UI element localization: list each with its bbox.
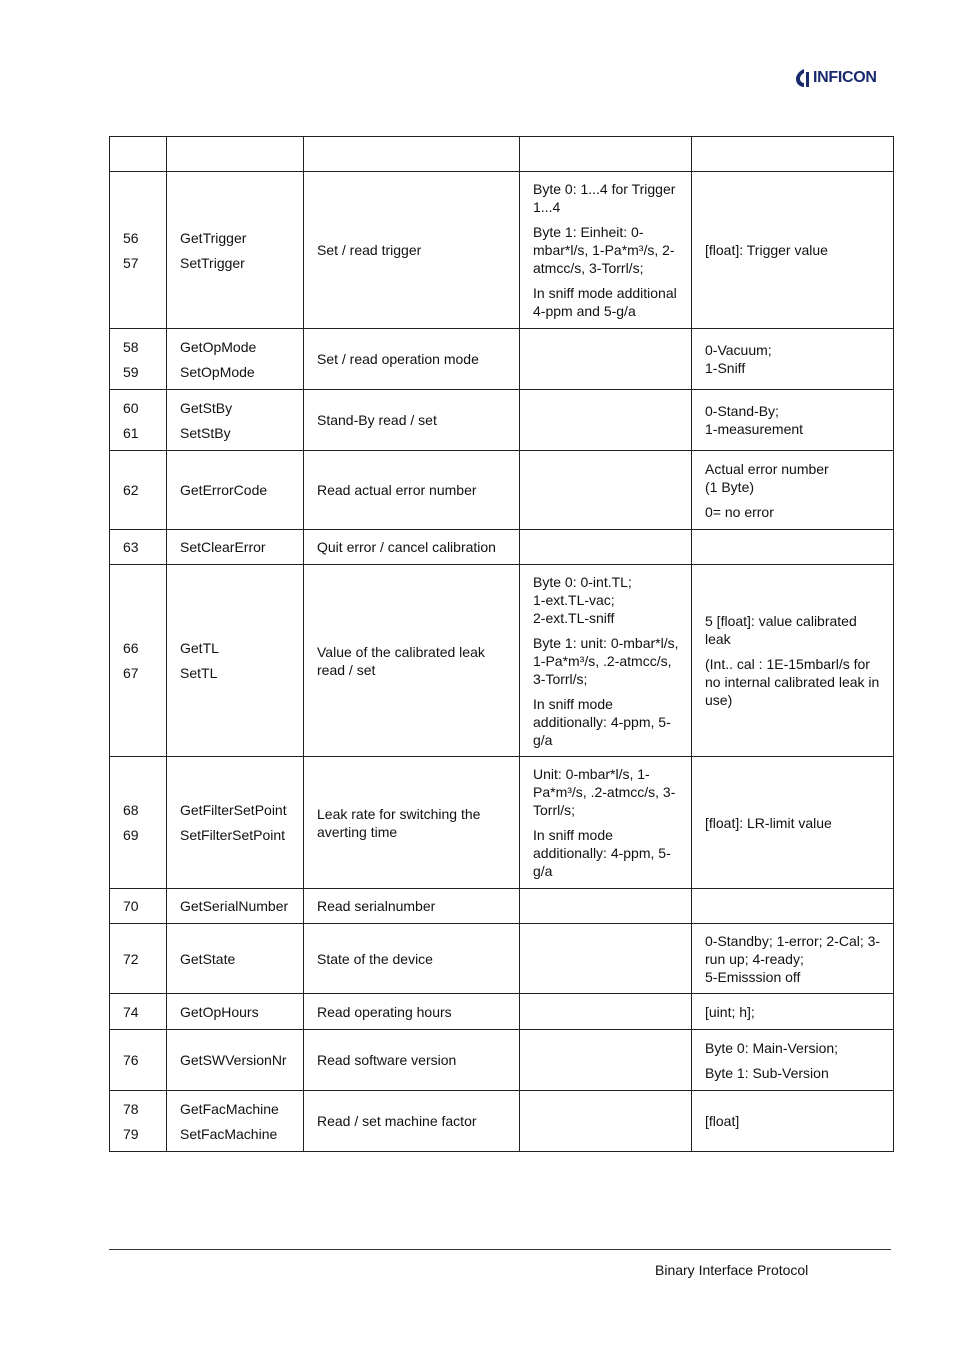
command-answer [692, 530, 894, 565]
command-parameter [520, 390, 692, 451]
table-row [110, 757, 894, 889]
logo-text: INFICON [813, 69, 877, 86]
command-answer-text: 0-Stand-By; 1-measurement [705, 403, 804, 437]
table-row [110, 1030, 894, 1091]
command-answer [692, 1030, 894, 1091]
command-table [109, 136, 894, 1152]
command-description-text: Stand-By read / set [317, 412, 437, 428]
command-number [110, 1030, 167, 1091]
command-name-text: GetStBy [180, 399, 233, 416]
command-description [304, 451, 520, 530]
command-number-text: 56 [123, 229, 139, 246]
command-number-text: 61 [123, 424, 139, 441]
command-answer [692, 329, 894, 390]
command-number-text: 62 [123, 482, 139, 498]
command-answer-text: 0= no error [705, 503, 774, 520]
command-name [167, 889, 304, 924]
table-row [110, 390, 894, 451]
command-answer [692, 757, 894, 889]
inficon-logo [795, 68, 877, 88]
command-number-text: 63 [123, 539, 139, 555]
table-row [110, 565, 894, 757]
command-parameter-text: Byte 0: 1...4 for Trigger 1...4 [533, 181, 676, 215]
command-description-text: Read software version [317, 1052, 457, 1068]
command-answer [692, 1091, 894, 1152]
command-number [110, 137, 167, 172]
inficon-logo-icon [795, 68, 811, 88]
command-description [304, 172, 520, 329]
command-description-text: Read actual error number [317, 482, 477, 498]
command-name [167, 1091, 304, 1152]
command-name-text: SetOpMode [180, 363, 255, 380]
command-name [167, 172, 304, 329]
table-row [110, 451, 894, 530]
command-number-text: 76 [123, 1052, 139, 1068]
table-row [110, 530, 894, 565]
command-answer-text: Byte 1: Sub-Version [705, 1064, 829, 1081]
command-answer [692, 994, 894, 1030]
command-parameter [520, 924, 692, 994]
command-parameter [520, 889, 692, 924]
command-description [304, 757, 520, 889]
command-answer-text: (Int.. cal : 1E-15mbarl/s for no internal calibrated leak in use) [705, 656, 880, 708]
command-description-text: Read / set machine factor [317, 1113, 477, 1129]
command-name-text: GetSerialNumber [180, 898, 289, 914]
command-name-text: SetTrigger [180, 254, 245, 271]
command-parameter-text: Unit: 0-mbar*l/s, 1-Pa*m³/s, .2-atmcc/s, 3-Torrl/s; [533, 766, 676, 818]
command-parameter [520, 329, 692, 390]
command-description [304, 530, 520, 565]
command-description [304, 137, 520, 172]
command-description-text: Read operating hours [317, 1003, 452, 1020]
command-number-text: 60 [123, 399, 139, 416]
command-description-text: Leak rate for switching the averting time [317, 805, 481, 840]
command-description-text: Read serialnumber [317, 898, 436, 914]
command-description-text: Set / read operation mode [317, 351, 479, 367]
command-number-text: 70 [123, 898, 139, 914]
command-answer-text: 5 [float]: value calibrated leak [705, 613, 857, 647]
command-number [110, 994, 167, 1030]
command-name [167, 329, 304, 390]
command-description [304, 1091, 520, 1152]
command-name [167, 994, 304, 1030]
table-row [110, 172, 894, 329]
command-number [110, 924, 167, 994]
command-parameter [520, 530, 692, 565]
command-answer-text: [float]: Trigger value [705, 242, 828, 258]
command-name [167, 565, 304, 757]
command-number [110, 889, 167, 924]
command-answer [692, 924, 894, 994]
command-name-text: GetOpHours [180, 1003, 259, 1020]
command-parameter [520, 451, 692, 530]
command-number-text: 57 [123, 254, 139, 271]
command-description [304, 994, 520, 1030]
command-number-text: 58 [123, 338, 139, 355]
command-name-text: GetTrigger [180, 229, 247, 246]
command-description-text: State of the device [317, 950, 433, 967]
command-number-text: 72 [123, 950, 139, 967]
command-number [110, 329, 167, 390]
table-row [110, 889, 894, 924]
command-parameter-text: Byte 1: unit: 0-mbar*l/s, 1-Pa*m³/s, .2-atmcc/s, 3-Torrl/s; [533, 634, 679, 687]
command-name [167, 530, 304, 565]
command-name-text: GetSWVersionNr [180, 1052, 287, 1068]
command-answer [692, 889, 894, 924]
command-name-text: SetTL [180, 665, 218, 681]
command-name-text: GetFacMachine [180, 1100, 279, 1117]
command-parameter [520, 757, 692, 889]
command-answer-text: [float]: LR-limit value [705, 814, 832, 831]
command-answer [692, 137, 894, 172]
command-number-text: 68 [123, 802, 139, 818]
command-answer-text: Byte 0: Main-Version; [705, 1039, 839, 1056]
command-name-text: GetErrorCode [180, 482, 268, 498]
command-name-text: GetTL [180, 640, 219, 656]
command-name-text: SetFacMachine [180, 1125, 278, 1142]
command-answer-text: [uint; h]; [705, 1003, 755, 1020]
command-answer [692, 451, 894, 530]
command-number-text: 66 [123, 640, 139, 656]
command-name-text: GetOpMode [180, 338, 257, 355]
command-number-text: 59 [123, 363, 139, 380]
command-name-text: GetState [180, 950, 236, 967]
command-parameter [520, 565, 692, 757]
command-number [110, 565, 167, 757]
command-number-text: 69 [123, 827, 139, 843]
command-answer-text: [float] [705, 1113, 740, 1129]
command-parameter [520, 1091, 692, 1152]
table-row [110, 1091, 894, 1152]
command-number-text: 74 [123, 1003, 139, 1020]
command-name-text: SetClearError [180, 539, 266, 555]
command-number-text: 78 [123, 1100, 139, 1117]
command-description-text: Set / read trigger [317, 242, 422, 258]
command-parameter [520, 1030, 692, 1091]
command-number [110, 451, 167, 530]
command-parameter [520, 994, 692, 1030]
command-answer-text: Actual error number (1 Byte) [705, 460, 829, 495]
command-answer-text: 0-Standby; 1-error; 2-Cal; 3-run up; 4-ready; 5-Emisssion off [705, 932, 881, 985]
command-name [167, 390, 304, 451]
command-description [304, 924, 520, 994]
command-number [110, 1091, 167, 1152]
command-name [167, 451, 304, 530]
command-answer [692, 565, 894, 757]
command-description [304, 889, 520, 924]
command-description [304, 329, 520, 390]
command-description-text: Value of the calibrated leak read / set [317, 643, 485, 678]
command-answer [692, 172, 894, 329]
footer-divider [109, 1249, 891, 1250]
command-parameter-text: Byte 0: 0-int.TL; 1-ext.TL-vac; 2-ext.TL-sniff [533, 573, 632, 626]
command-number [110, 530, 167, 565]
command-name [167, 137, 304, 172]
command-parameter-text: In sniff mode additional 4-ppm and 5-g/a [533, 285, 677, 319]
command-number [110, 757, 167, 889]
command-number [110, 390, 167, 451]
command-parameter-text: Byte 1: Einheit: 0-mbar*l/s, 1-Pa*m³/s, 2-atmcc/s, 3-Torrl/s; [533, 224, 675, 276]
command-parameter-text: In sniff mode additionally: 4-ppm, 5-g/a [533, 827, 671, 879]
command-name [167, 924, 304, 994]
command-answer [692, 390, 894, 451]
command-number-text: 79 [123, 1125, 139, 1142]
table-row [110, 994, 894, 1030]
command-name-text: SetStBy [180, 424, 231, 441]
command-name-text: SetFilterSetPoint [180, 827, 286, 843]
command-name [167, 757, 304, 889]
table-row [110, 329, 894, 390]
command-description [304, 565, 520, 757]
command-description-text: Quit error / cancel calibration [317, 539, 496, 555]
command-description [304, 390, 520, 451]
table-row [110, 137, 894, 172]
table-row [110, 924, 894, 994]
command-parameter [520, 172, 692, 329]
command-name [167, 1030, 304, 1091]
command-description [304, 1030, 520, 1091]
command-name-text: GetFilterSetPoint [180, 802, 287, 818]
command-number [110, 172, 167, 329]
command-parameter-text: In sniff mode additionally: 4-ppm, 5-g/a [533, 695, 671, 748]
command-answer-text: 0-Vacuum; 1-Sniff [705, 342, 772, 376]
command-parameter [520, 137, 692, 172]
footer-title: Binary Interface Protocol [655, 1262, 809, 1278]
command-number-text: 67 [123, 665, 139, 681]
